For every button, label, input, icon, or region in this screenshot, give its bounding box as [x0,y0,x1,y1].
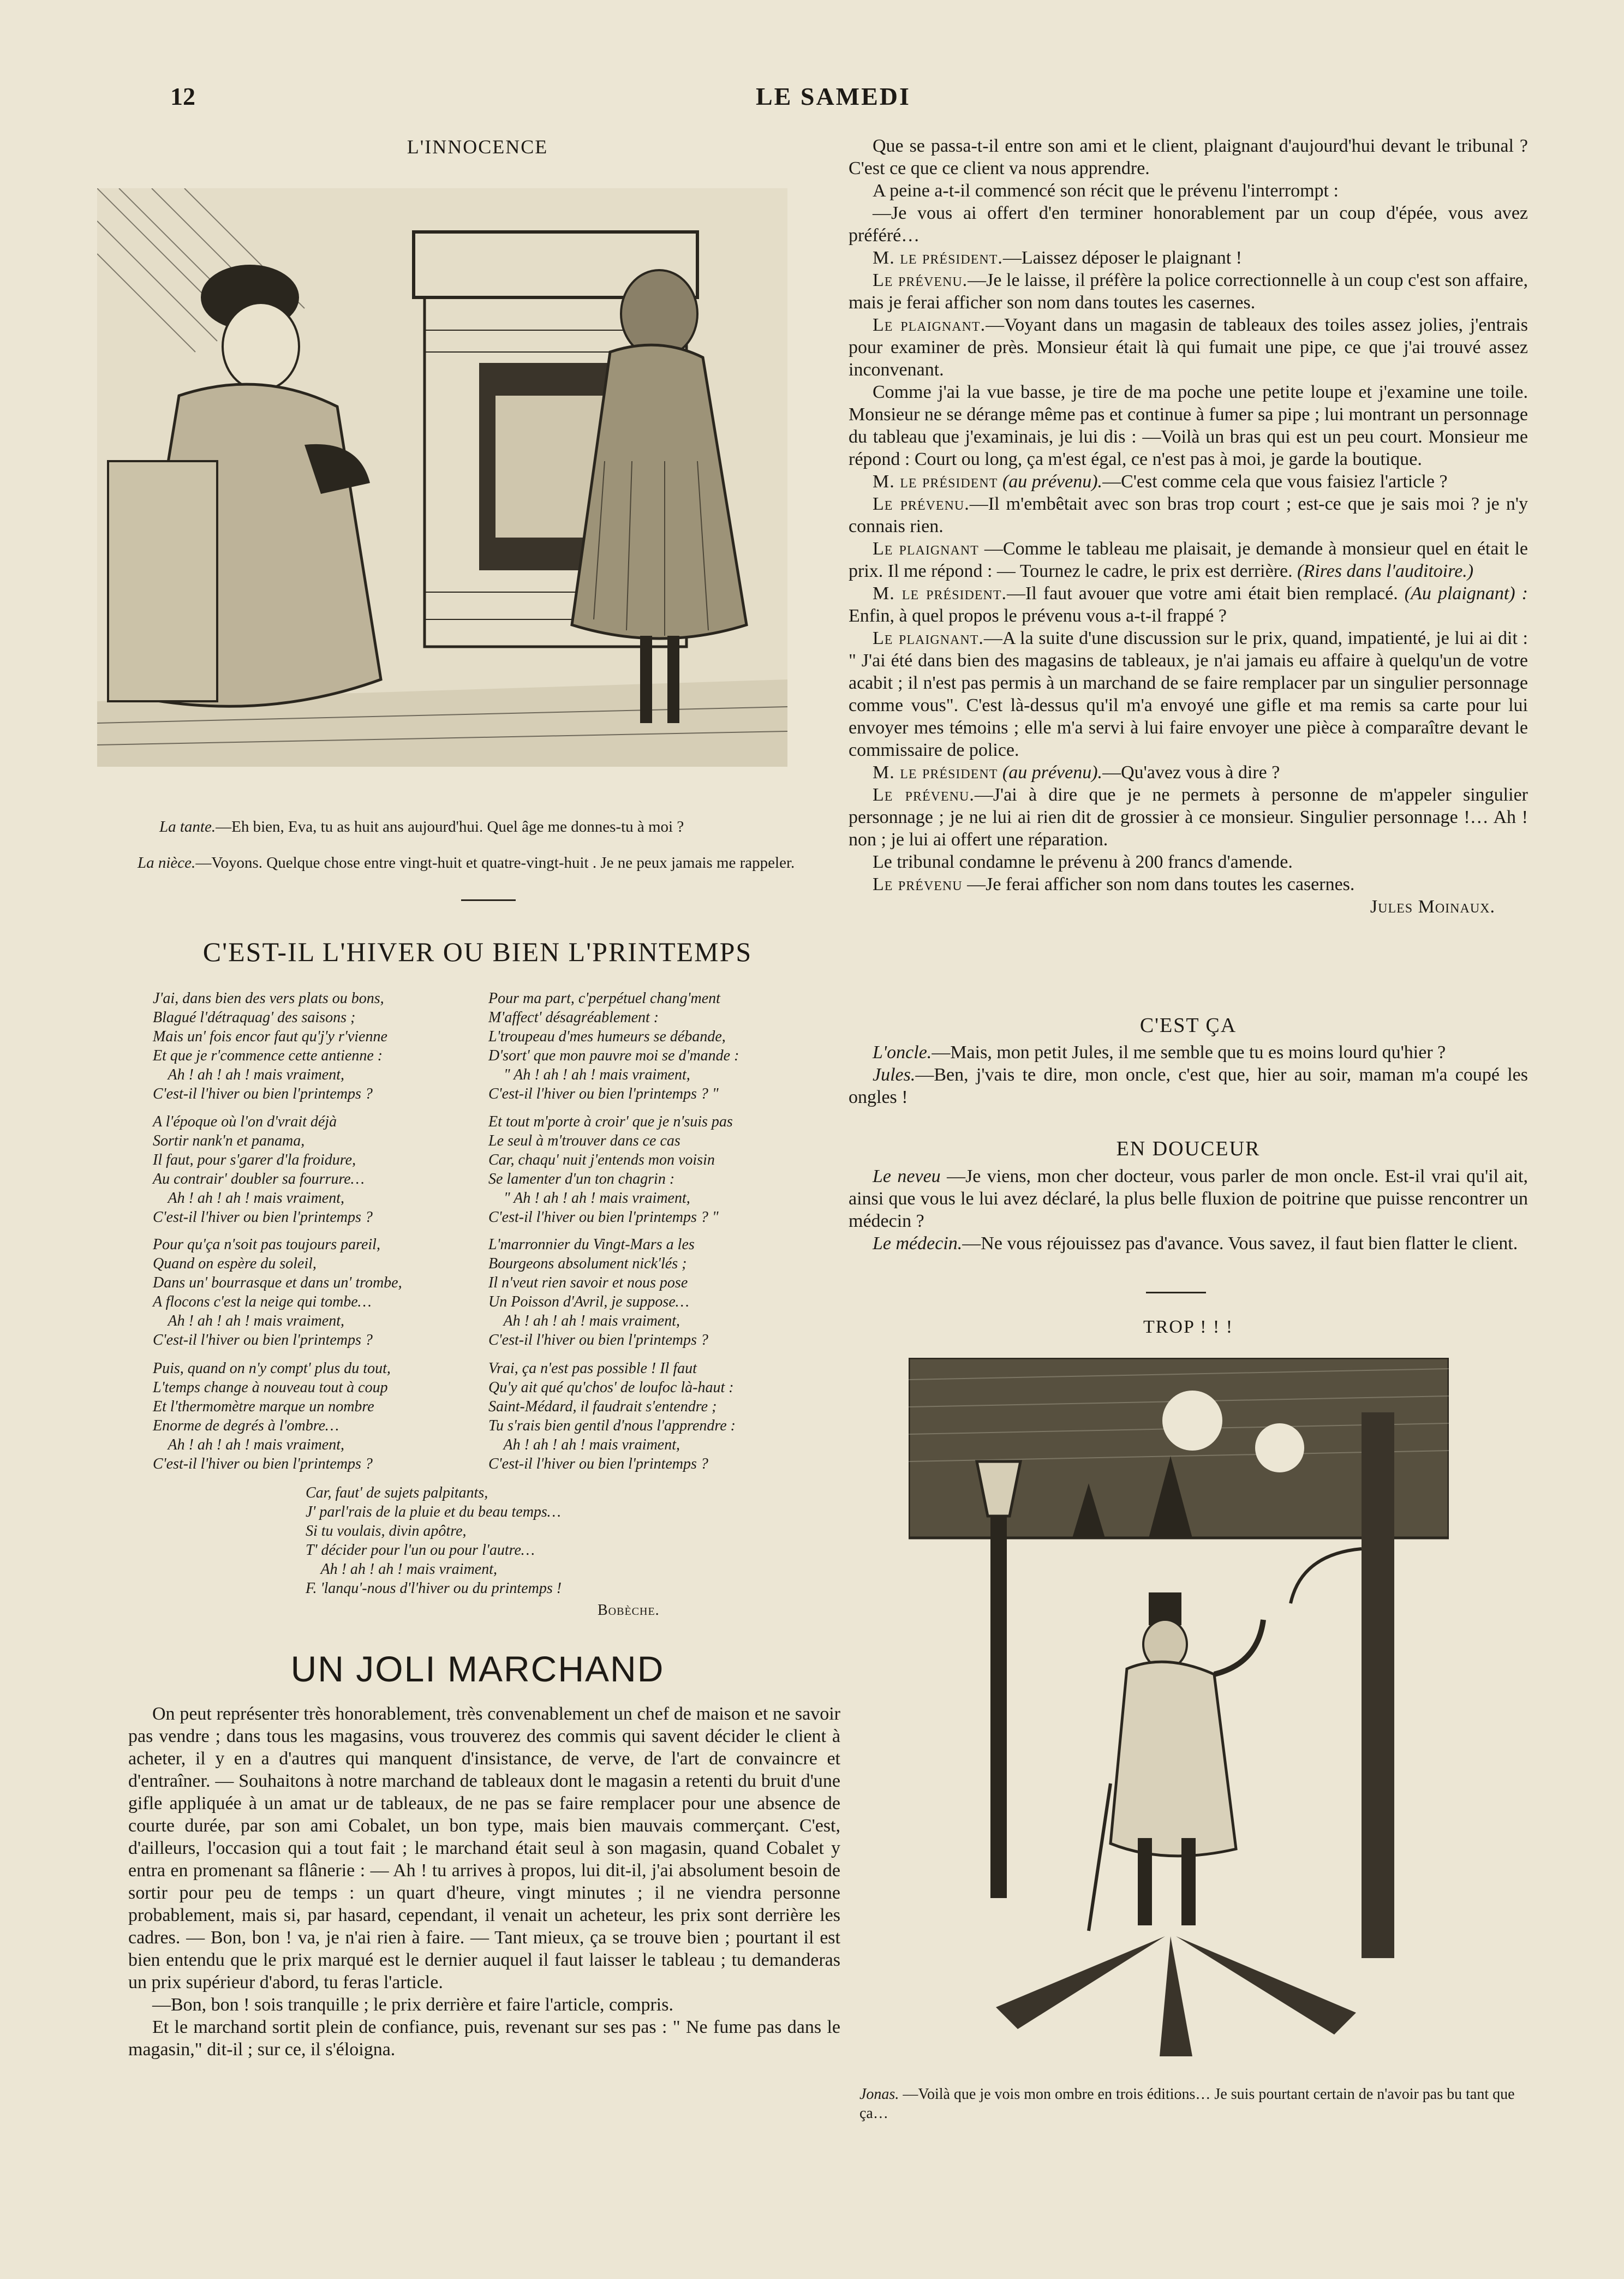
paragraph: Que se passa-t-il entre son ami et le client, plaignant d'aujourd'hui devant le tribunal ? C'est ce que ce client va nous apprendre. [849,136,1528,178]
trop-title: TROP ! ! ! [1143,1317,1234,1337]
page-number: 12 [170,82,195,110]
illustration-aunt-and-niece-icon [97,188,787,767]
dialogue-line: M. le président.—Il faut avouer que votre ami était bien remplacé. (Au plaignant) : Enfin, à quel propos le prévenu vous a-t-il frappé ? [849,583,1528,626]
dialogue-line: Le neveu —Je viens, mon cher docteur, vous parler de mon oncle. Est-il vrai qu'il ait, ainsi que vous le lui avez déclaré, la plus belle fluxion de poitrine que puisse rencontrer un médecin ? [849,1166,1529,1231]
signature: Jules Moinaux. [1370,897,1495,917]
douceur-text [849,1165,1528,1255]
poem-stanza: Pour ma part, c'perpétuel chang'ment M'affect' désagréablement : L'troupeau d'mes humeurs se débande, D'sort' que mon pauvre moi se d'mande : " Ah ! ah ! ah ! mais vraiment, C'est-il l'hiver ou bien l'printemps ? " [488,990,739,1102]
poem-author: Bobèche. [598,1602,660,1619]
journal-title: LE SAMEDI [756,82,911,110]
cestca-title: C'EST ÇA [1139,1014,1237,1037]
poem-stanza: J'ai, dans bien des vers plats ou bons, Blagué l'détraquag' des saisons ; Mais un' fois encor faut qu'j'y r'vienne Et que je r'commence cette antienne : Ah ! ah ! ah ! mais vraiment, C'est-il l'hiver ou bien l'printemps ? [153,990,387,1102]
section-divider [461,899,516,901]
dialogue-line: M. le président.—Laissez déposer le plaignant ! [873,248,1242,268]
dialogue-line: L'oncle.—Mais, mon petit Jules, il me semble que tu es moins lourd qu'hier ? [873,1042,1446,1063]
paragraph: —Je vous ai offert d'en terminer honorablement par un coup d'épée, vous avez préféré… [849,203,1528,246]
dialogue-line: Le plaignant.—A la suite d'une discussion sur le prix, quand, impatienté, je lui ai dit : " J'ai été dans bien des magasins de tableaux, je n'ai jamais eu affaire à quelqu'un de votre acabit ; il n'est pas permis à un marchand de se faire remplacer par un singulier personnage comme vous". C'est là-dessus qu'il m'a envoyé une gifle et ma remis sa carte pour lui envoyer mes témoins ; elle m'a servi à lui faire envoyer une pièce à comparaître devant le commissaire de police. [849,628,1529,760]
dialogue-line: M. le président (au prévenu).—Qu'avez vous à dire ? [873,762,1280,783]
dialogue-line: Le plaignant.—Voyant dans un magasin de tableaux des toiles assez jolies, j'entrais pour examiner de près. Monsieur était là qui fumait une pipe, ce que j'ai trouvé assez inconvenant. [849,315,1529,380]
marchand-paragraph: On peut représenter très honorablement, très convenablement un chef de maison et ne savoir pas vendre ; dans tous les magasins, vous trouverez des commis qui savent décider le client à acheter, il y en a d'autres qui manquent d'insistance, de verve, de l'art de convaincre et d'entraîner. — Souhaitons à notre marchand de tableaux dont le magasin a retenti du bruit d'une gifle appliquée à un amat ur de tableaux, de ne pas se faire remplacer pour une absence de courte durée, par son ami Cobalet, un bon type, mais bien mauvais commerçant. C'est, d'ailleurs, l'occasion qui a tout fait ; le marchand était seul à son magasin, quand Cobalet y entra en promenant sa flânerie : — Ah ! tu arrives à propos, lui dit-il, j'ai absolument besoin de sortir pour peu de temps : un quart d'heure, vingt minutes ; il ne viendra personne probablement, mais si, par hasard, cependant, il venait un acheteur, les prix sont derrière les cadres. — Bon, bon ! va, je n'ai rien à faire. — Tant mieux, ça se trouve bien ; pourtant il est bien entendu que le prix marqué est le dernier auquel il faut laisser le tableau ; tu demanderas un prix supérieur d'abord, tu feras l'article. [128,1704,840,1992]
paragraph: A peine a-t-il commencé son récit que le prévenu l'interrompt : [873,181,1339,201]
dialogue-line: Le prévenu.—J'ai à dire que je ne permets à personne de m'appeler singulier personnage ; je ne lui ai rien dit de grossier à ce monsieur. Singulier personnage !… Ah ! non ; je lui ai offert une réparation. [849,785,1528,850]
poem-stanza: L'marronnier du Vingt-Mars a les Bourgeons absolument nick'lés ; Il n'veut rien savoir et nous pose Un Poisson d'Avril, je suppose… Ah ! ah ! ah ! mais vraiment, C'est-il l'hiver ou bien l'printemps ? [488,1236,708,1349]
poem-envoi: Car, faut' de sujets palpitants, J' parl'rais de la pluie et du beau temps… Si tu voulais, divin apôtre, T' décider pour l'un ou pour l'autre… Ah ! ah ! ah ! mais vraiment, F. 'lanqu'-nous d'l'hiver ou du printemps ! [306,1484,562,1597]
innocence-caption-2: La nièce.—Voyons. Quelque chose entre vingt-huit et quatre-vingt-huit . Je ne peux jamais me rappeler. [138,854,795,872]
poem-title: C'EST-IL L'HIVER OU BIEN L'PRINTEMPS [202,936,753,967]
section-divider [1146,1292,1206,1293]
dialogue-line: Le prévenu —Je ferai afficher son nom dans toutes les casernes. [873,874,1355,894]
court-dialogue [849,135,1528,918]
poem-stanza: Et tout m'porte à croir' que je n'suis pas Le seul à m'trouver dans ce cas Car, chaqu' nuit j'entends mon voisin Se lamenter d'un ton chagrin : " Ah ! ah ! ah ! mais vraiment, C'est-il l'hiver ou bien l'printemps ? " [488,1113,733,1226]
poem-stanza: A l'époque où l'on d'vrait déjà Sortir nank'n et panama, Il faut, pour s'garer d'la froidure, Au contrair' doubler sa fourrure… Ah ! ah ! ah ! mais vraiment, C'est-il l'hiver ou bien l'printemps ? [153,1113,373,1226]
dialogue-line: Le prévenu.—Je le laisse, il préfère la police correctionnelle à un coup c'est son affaire, mais je ferai afficher son nom dans toutes les casernes. [849,270,1528,313]
poem-stanza: Vrai, ça n'est pas possible ! Il faut Qu'y ait qué qu'chos' de loufoc là-haut : Saint-Médard, il faudrait s'entendre ; Tu s'rais bien gentil d'nous l'apprendre : Ah ! ah ! ah ! mais vraiment, C'est-il l'hiver ou bien l'printemps ? [488,1360,736,1472]
douceur-title: EN DOUCEUR [1116,1137,1261,1160]
trop-caption: Jonas. —Voilà que je vois mon ombre en trois éditions… Je suis pourtant certain de n'avoir pas bu tant que ça… [859,2086,1515,2122]
dialogue-line: Le plaignant —Comme le tableau me plaisait, je demande à monsieur quel en était le prix. Il me répond : — Tournez le cadre, le prix est derrière. (Rires dans l'auditoire.) [849,539,1528,581]
marchand-title: UN JOLI MARCHAND [290,1649,665,1689]
marchand-paragraph: —Bon, bon ! sois tranquille ; le prix derrière et faire l'article, compris. [152,1995,673,2015]
paragraph: Comme j'ai la vue basse, je tire de ma poche une petite loupe et j'examine une toile. Monsieur ne se dérange même pas et continue à fumer sa pipe ; lui montrant un personnage du tableau que j'examinais, je lui dis : —Voilà un bras qui est un peu court. Monsieur me répond : Court ou long, ça m'est égal, ce n'est pas à moi, je garde la boutique. [849,382,1528,469]
dialogue-line: M. le président (au prévenu).—C'est comme cela que vous faisiez l'article ? [873,472,1448,492]
paragraph: Le tribunal condamne le prévenu à 200 francs d'amende. [873,852,1293,872]
marchand-paragraph: Et le marchand sortit plein de confiance, puis, revenant sur ses pas : " Ne fume pas dans le magasin," dit-il ; sur ce, il s'éloigna. [128,2017,840,2060]
marchand-article [128,1703,840,2061]
dialogue-line: Le médecin.—Ne vous réjouissez pas d'avance. Vous savez, il faut bien flatter le client. [873,1233,1518,1254]
innocence-title: L'INNOCENCE [407,136,548,158]
poem-stanza: Puis, quand on n'y compt' plus du tout, L'temps change à nouveau tout à coup Et l'thermomètre marque un nombre Enorme de degrés à l'ombre… Ah ! ah ! ah ! mais vraiment, C'est-il l'hiver ou bien l'printemps ? [153,1360,391,1472]
innocence-caption-1: La tante.—Eh bien, Eva, tu as huit ans aujourd'hui. Quel âge me donnes-tu à moi ? [159,818,684,836]
poem-stanza: Pour qu'ça n'soit pas toujours pareil, Quand on espère du soleil, Dans un' bourrasque et dans un' trombe, A flocons c'est la neige qui tombe… Ah ! ah ! ah ! mais vraiment, C'est-il l'hiver ou bien l'printemps ? [153,1236,402,1349]
dialogue-line: Jules.—Ben, j'vais te dire, mon oncle, c'est que, hier au soir, maman m'a coupé les ongles ! [849,1065,1528,1107]
cestca-text [849,1041,1528,1108]
illustration-man-three-shadows-icon [909,1358,1449,2067]
dialogue-line: Le prévenu.—Il m'embêtait avec son bras trop court ; est-ce que je sais moi ? je n'y connais rien. [849,494,1528,536]
